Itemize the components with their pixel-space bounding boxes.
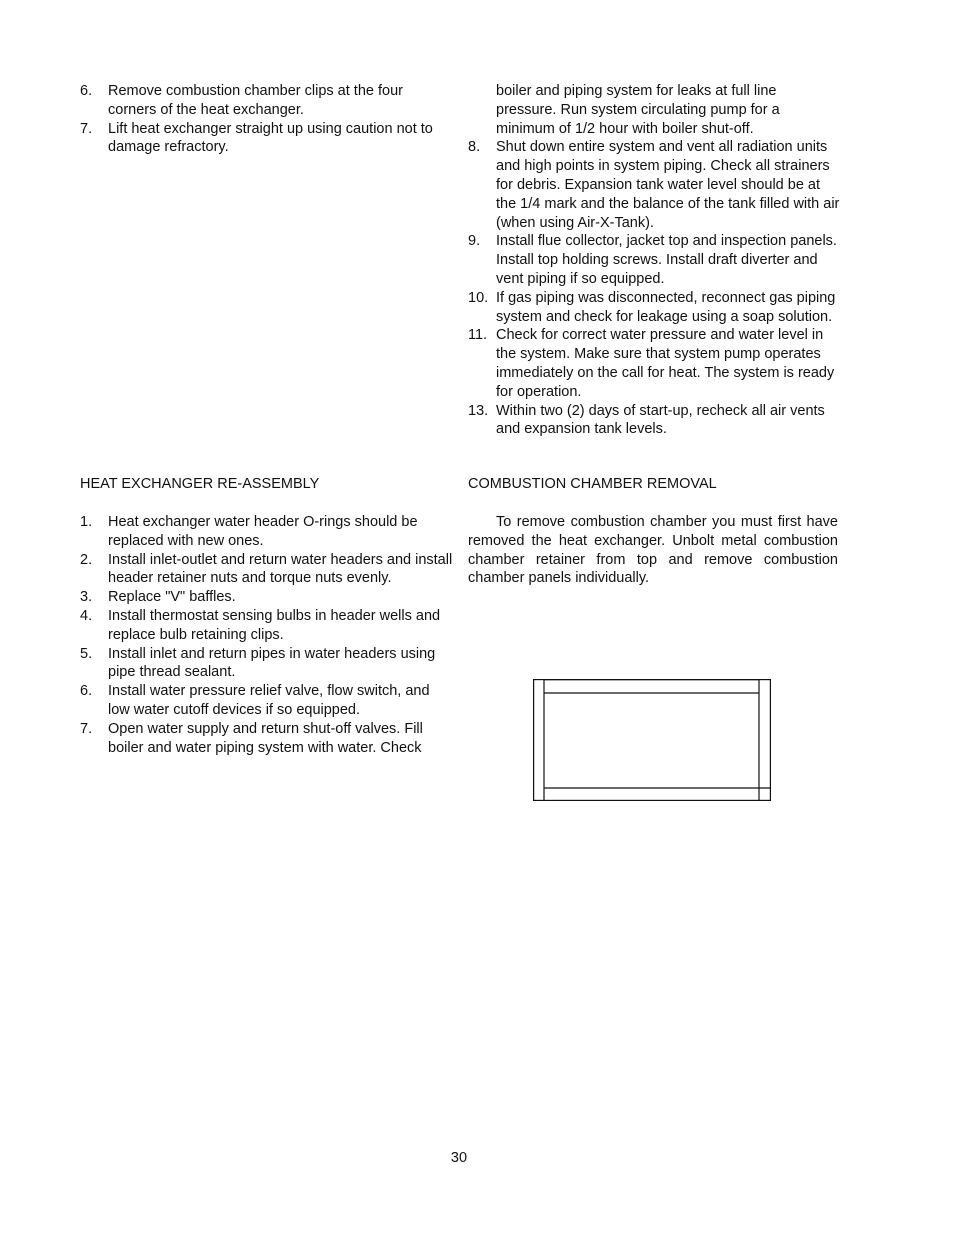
list-item [80, 513, 454, 551]
item-text: Replace "V" baffles. [108, 589, 236, 606]
list-item [80, 588, 454, 607]
item-text: Within two (2) days of start-up, recheck all air vents and expansion tank levels. [496, 402, 825, 438]
list-item [468, 232, 840, 288]
item-text: Heat exchanger water header O-rings should be replaced with new ones. [108, 514, 418, 549]
item-text: Lift heat exchanger straight up using caution not to damage refractory. [108, 120, 433, 156]
reassembly-heading: HEAT EXCHANGER RE-ASSEMBLY [80, 476, 320, 492]
item-text: Install water pressure relief valve, flow switch, and low water cutoff devices if so equipped. [108, 683, 430, 718]
item-text: Install flue collector, jacket top and inspection panels. Install top holding screws. Install draft diverter and vent piping if so equipped. [496, 233, 837, 287]
item-text: Open water supply and return shut-off valves. Fill boiler and water piping system with water. Check [108, 720, 423, 756]
item-number: 9. [468, 233, 481, 250]
combustion-heading: COMBUSTION CHAMBER REMOVAL [468, 476, 717, 492]
combustion-paragraph: To remove combustion chamber you must first have removed the heat exchanger. Unbolt metal combustion chamber retainer from top and remove combustion chamber panels individually. [468, 514, 838, 587]
list-item [80, 645, 454, 683]
list-item [80, 682, 454, 720]
item-number: 7. [80, 120, 93, 137]
item-number: 11. [468, 327, 488, 344]
item-number: 4. [80, 607, 93, 624]
item-number: 8. [468, 139, 481, 156]
item-text: Install inlet-outlet and return water headers and install header retainer nuts and torque nuts evenly. [108, 551, 453, 587]
item-text: Shut down entire system and vent all radiation units and high points in system piping. Check all strainers for debris. Expansion tank water level should be at the 1/4 mark and the balance of the tank filled with air (when using Air-X-Tank). [496, 139, 840, 231]
item-text: Remove combustion chamber clips at the four corners of the heat exchanger. [108, 83, 403, 118]
list-item [468, 326, 840, 401]
page-number: 30 [450, 1150, 468, 1166]
item-text: Install inlet and return pipes in water headers using pipe thread sealant. [108, 645, 436, 681]
list-item [80, 720, 454, 758]
item-number: 6. [80, 83, 93, 99]
item-text: Check for correct water pressure and water level in the system. Make sure that system pump operates immediately on the call for heat. The system is ready for operation. [496, 327, 835, 400]
item-number: 3. [80, 589, 93, 606]
list-item [80, 607, 454, 645]
combustion-chamber-figure [533, 679, 771, 801]
list-item [468, 289, 840, 327]
continued-text: boiler and piping system for leaks at full line pressure. Run system circulating pump for a minimum of 1/2 hour with boiler shut-off. [496, 83, 780, 137]
list-item [80, 82, 452, 120]
item-number: 10. [468, 289, 489, 306]
list-item [468, 402, 840, 440]
item-number: 6. [80, 683, 93, 700]
item-number: 5. [80, 645, 93, 662]
item-number: 1. [80, 514, 93, 530]
item-text: Install thermostat sensing bulbs in header wells and replace bulb retaining clips. [108, 607, 441, 643]
reassembly-list [80, 513, 454, 757]
list-item [80, 551, 454, 589]
figure-outer-frame [534, 680, 771, 801]
item-number: 7. [80, 720, 93, 737]
list-item [80, 120, 452, 158]
top-left-list [80, 82, 452, 157]
item-number: 2. [80, 551, 93, 568]
item-text: If gas piping was disconnected, reconnect gas piping system and check for leakage using a soap solution. [496, 289, 836, 325]
list-item [468, 138, 840, 232]
item-number: 13. [468, 402, 489, 419]
top-right-list [468, 82, 840, 439]
